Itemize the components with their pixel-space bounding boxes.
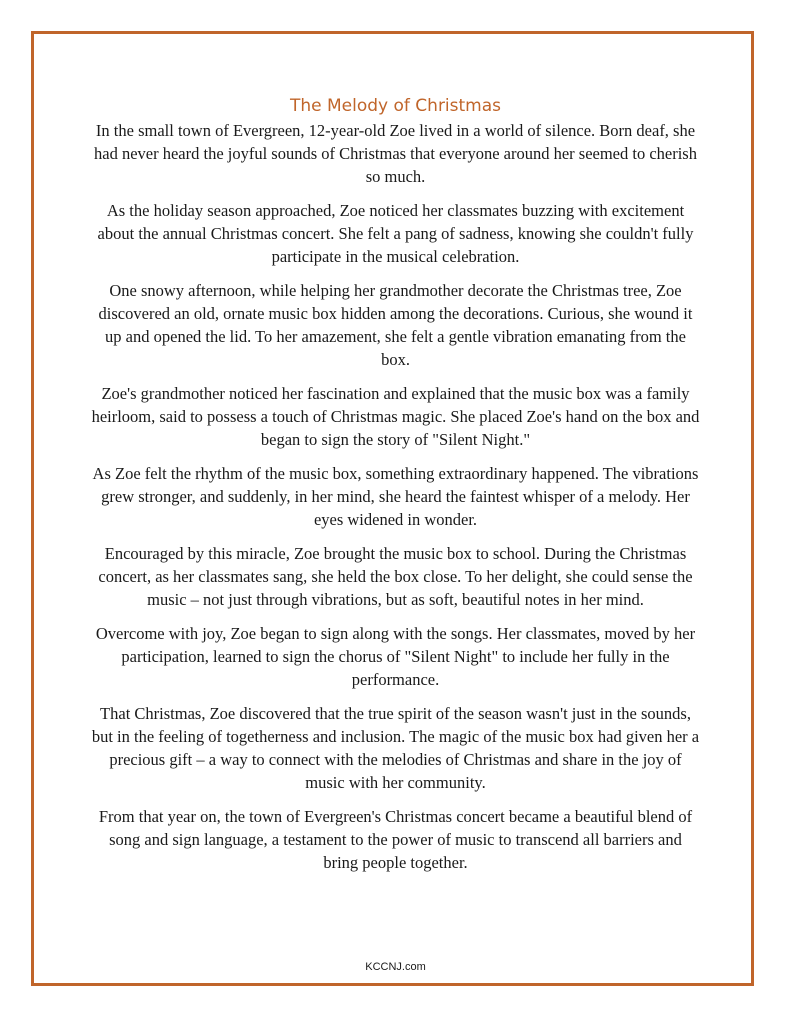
story-paragraph: In the small town of Evergreen, 12-year-old Zoe lived in a world of silence. Born deaf, she had never heard the joyful sounds of Christmas that everyone around her seemed to cherish so much.	[94, 121, 697, 186]
story-paragraph: Overcome with joy, Zoe began to sign along with the songs. Her classmates, moved by her participation, learned to sign the chorus of "Silent Night" to include her fully in the performance.	[95, 624, 696, 689]
story-body	[90, 119, 701, 885]
story-paragraph: As Zoe felt the rhythm of the music box, something extraordinary happened. The vibrations grew stronger, and suddenly, in her mind, she heard the faintest whisper of a melody. Her eyes widened in wonder.	[92, 464, 699, 529]
story-paragraph: One snowy afternoon, while helping her grandmother decorate the Christmas tree, Zoe discovered an old, ornate music box hidden among the decorations. Curious, she wound it up and opened the lid. To her amazement, she felt a gentle vibration emanating from the box.	[98, 281, 693, 369]
page-title: The Melody of Christmas	[289, 96, 502, 116]
story-paragraph: Encouraged by this miracle, Zoe brought the music box to school. During the Christmas concert, as her classmates sang, she held the box close. To her delight, she could sense the music – not just through vibrations, but as soft, beautiful notes in her mind.	[98, 544, 693, 609]
story-paragraph: From that year on, the town of Evergreen's Christmas concert became a beautiful blend of song and sign language, a testament to the power of music to transcend all barriers and bring people together.	[98, 807, 693, 872]
footer-site-link: KCCNJ.com	[365, 961, 426, 973]
story-paragraph: Zoe's grandmother noticed her fascination and explained that the music box was a family heirloom, said to possess a touch of Christmas magic. She placed Zoe's hand on the box and began to sign the story of "Silent Night."	[91, 384, 700, 449]
story-paragraph: That Christmas, Zoe discovered that the true spirit of the season wasn't just in the sounds, but in the feeling of togetherness and inclusion. The magic of the music box had given her a precious gift – a way to connect with the melodies of Christmas and share in the joy of music with her community.	[91, 704, 700, 792]
story-paragraph: As the holiday season approached, Zoe noticed her classmates buzzing with excitement about the annual Christmas concert. She felt a pang of sadness, knowing she couldn't fully participate in the musical celebration.	[97, 201, 694, 266]
